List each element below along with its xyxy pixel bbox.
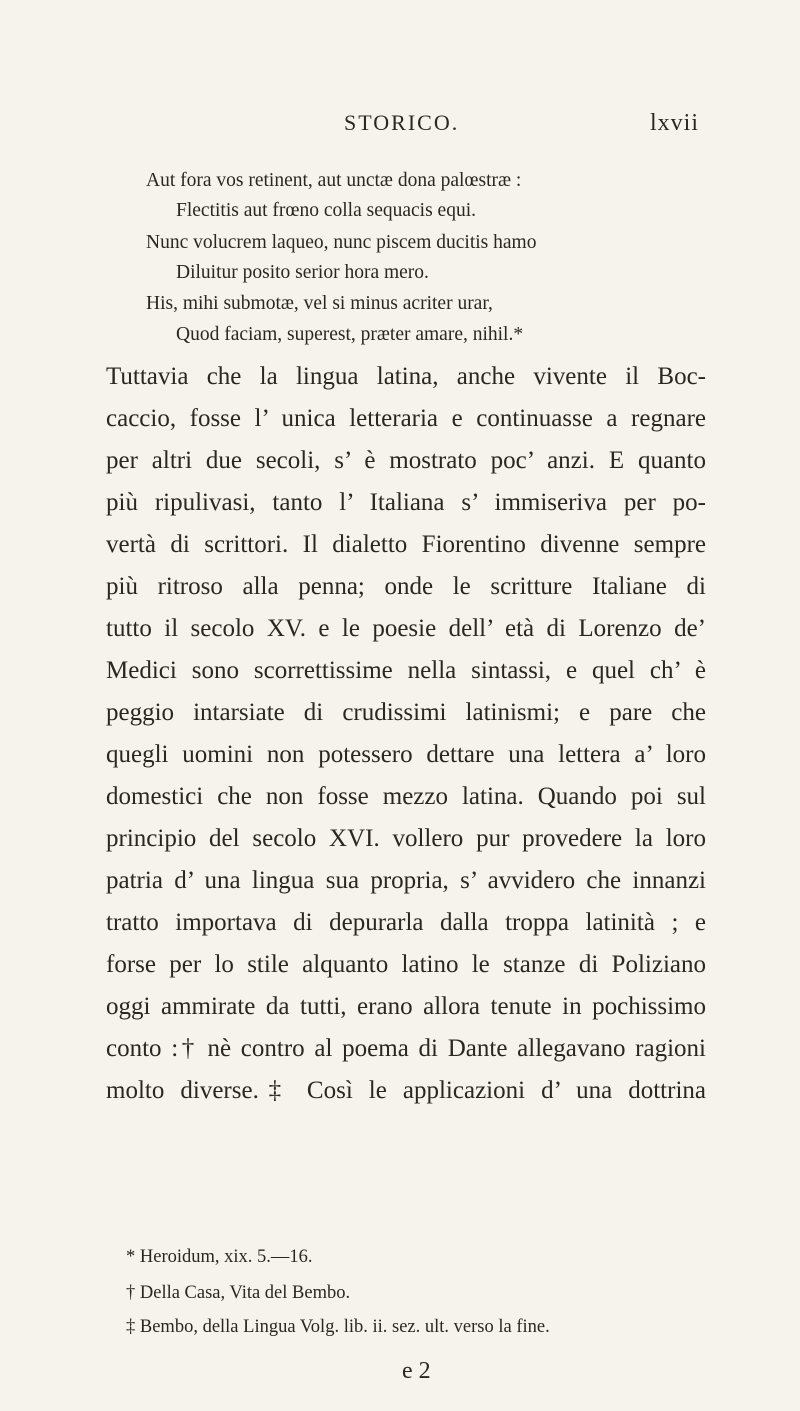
paragraph-line: vertà di scrittori. Il dialetto Fiorentino divenne sempre [106,531,706,558]
verse-line: Aut fora vos retinent, aut unctæ dona palœstræ : [146,170,522,191]
paragraph-line: più ritroso alla penna; onde le scritture Italiane di [106,573,706,600]
paragraph-line: caccio, fosse l’ unica letteraria e continuasse a regnare [106,405,706,432]
paragraph-line: domestici che non fosse mezzo latina. Quando poi sul [106,783,706,810]
verse-line: Flectitis aut frœno colla sequacis equi. [176,200,477,221]
page-header [0,110,800,150]
paragraph-line: Tuttavia che la lingua latina, anche vivente il Boc- [106,363,706,390]
paragraph-line: oggi ammirate da tutti, erano allora tenute in pochissimo [106,993,706,1020]
paragraph-line: per altri due secoli, s’ è mostrato poc’ anzi. E quanto [106,447,706,474]
paragraph-line: più ripulivasi, tanto l’ Italiana s’ immiseriva per po- [106,489,706,516]
paragraph-line: molto diverse.‡ Così le applicazioni d’ una dottrina [106,1077,706,1104]
paragraph-line: principio del secolo XVI. vollero pur provedere la loro [106,825,706,852]
footnote: ‡ Bembo, della Lingua Volg. lib. ii. sez. ult. verso la fine. [126,1317,550,1337]
page-number: lxvii [650,110,700,136]
paragraph-line: patria d’ una lingua sua propria, s’ avvidero che innanzi [106,867,706,894]
verse-line: Quod faciam, superest, præter amare, nihil.* [176,324,524,345]
paragraph-line: peggio intarsiate di crudissimi latinismi; e pare che [106,699,706,726]
footnote: † Della Casa, Vita del Bembo. [126,1283,351,1303]
paragraph-line: forse per lo stile alquanto latino le stanze di Poliziano [106,951,706,978]
signature-mark: e 2 [402,1358,431,1384]
footnote: * Heroidum, xix. 5.—16. [126,1247,313,1267]
paragraph-line: quegli uomini non potessero dettare una lettera a’ loro [106,741,706,768]
verse-line: His, mihi submotæ, vel si minus acriter urar, [146,293,493,314]
paragraph-line: Medici sono scorrettissime nella sintassi, e quel ch’ è [106,657,706,684]
running-head: STORICO. [344,110,460,135]
verse-line: Diluitur posito serior hora mero. [176,262,429,283]
verse-line: Nunc volucrem laqueo, nunc piscem ducitis hamo [146,232,537,253]
paragraph-line: tutto il secolo XV. e le poesie dell’ età di Lorenzo de’ [106,615,706,642]
paragraph-line: tratto importava di depurarla dalla troppa latinità ; e [106,909,706,936]
main-paragraph [106,356,706,1112]
paragraph-line: conto :† nè contro al poema di Dante allegavano ragioni [106,1035,706,1062]
